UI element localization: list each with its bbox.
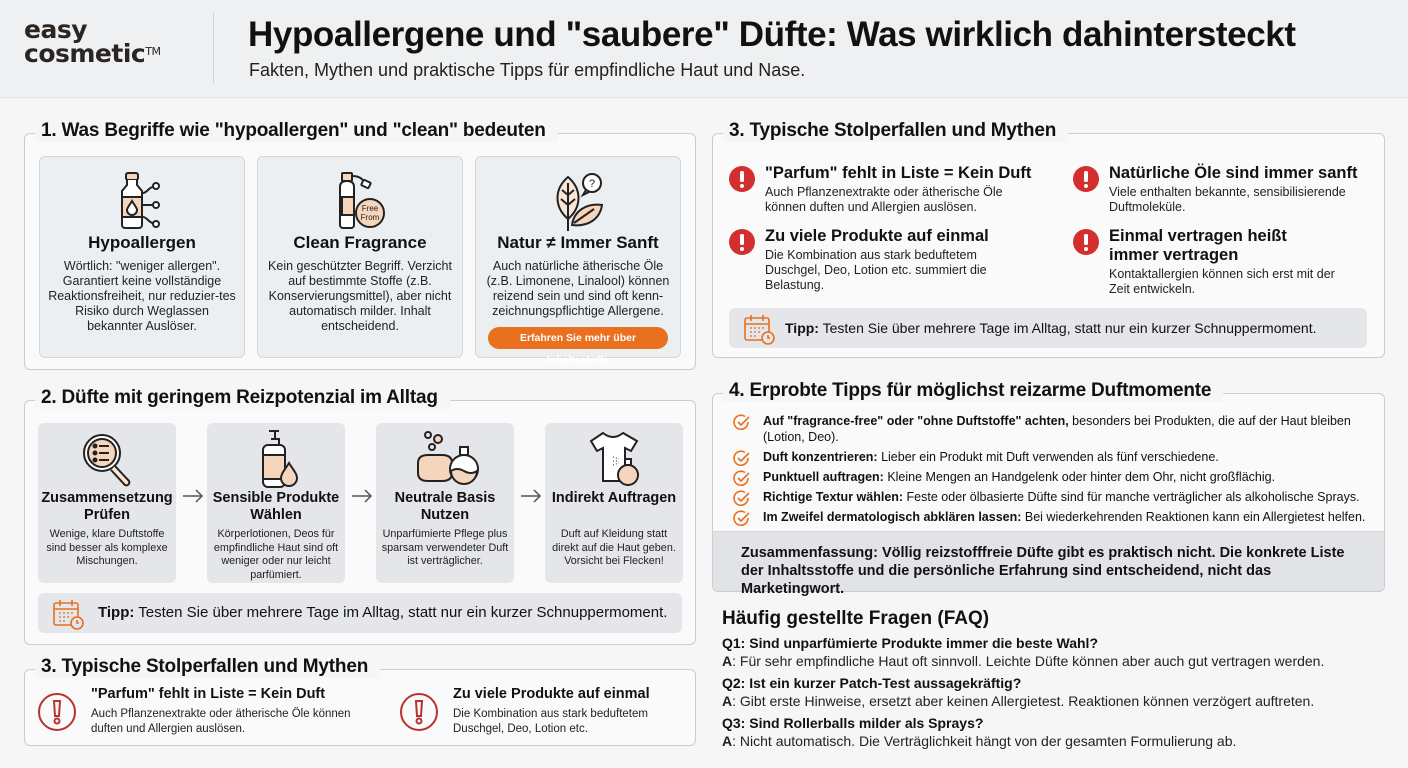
faq-answer	[722, 652, 1392, 670]
tip-text: Bei wiederkehrenden Reaktionen kann ein Allergietest helfen.	[1021, 509, 1366, 524]
section-title: 4. Erprobte Tipps für möglichst reizarme Duftmomente	[723, 380, 1223, 402]
step-check-composition	[38, 423, 176, 583]
warning-outline-icon	[399, 692, 439, 732]
tip-text	[98, 604, 667, 621]
myth-text: Viele enthalten bekannte, sensibilisierende Duftmoleküle.	[1109, 185, 1346, 214]
answer-text: : Für sehr empfindliche Haut oft sinnvoll. Leichte Düfte können aber auch gut vertragen werden.	[732, 653, 1325, 669]
myth-title: Zu viele Produkte auf einmal	[453, 686, 650, 702]
step-title: Neutrale Basis Nutzen	[394, 490, 496, 523]
tip-item	[733, 450, 1370, 466]
svg-text:Free: Free	[361, 204, 379, 213]
trademark-symbol: TM	[145, 45, 161, 58]
faq-question: Q2: Ist ein kurzer Patch-Test aussagekräftig?	[722, 675, 1022, 691]
card-hypoallergen	[39, 156, 245, 358]
check-circle-icon	[733, 470, 751, 488]
page-header	[0, 0, 1408, 98]
tip-item	[733, 490, 1370, 506]
myth-title: Zu viele Produkte auf einmal	[765, 227, 989, 245]
step-neutral-base	[376, 423, 514, 583]
step-text: Duft auf Kleidung statt direkt auf die Haut geben. Vorsicht bei Flecken!	[552, 528, 676, 567]
faq-question: Q1: Sind unparfümierte Produkte immer die beste Wahl?	[722, 635, 1098, 651]
arrow-right-icon	[520, 489, 542, 503]
spray-free-from-icon	[328, 169, 392, 233]
card-text: Auch natürliche ätherische Öle (z.B. Limonene, Linalool) können reizend sein und sind oft kenn-zeichnungspflichtige Allergene.	[486, 259, 670, 318]
tip-bold: Punktuell auftragen:	[763, 469, 884, 484]
leaf-question-icon	[546, 169, 610, 233]
step-text: Körperlotionen, Deos für empfindliche Haut sind oft weniger oder nur leicht parfümiert.	[213, 528, 339, 581]
svg-text:?: ?	[588, 178, 596, 190]
step-title: Sensible Produkte Wählen	[212, 490, 340, 523]
header-divider	[213, 12, 214, 84]
faq-section	[722, 608, 1392, 754]
soap-perfume-icon	[414, 429, 476, 489]
tip-item	[733, 510, 1370, 526]
tip-text: Kleine Mengen an Handgelenk oder hinter dem Ohr, nicht großflächig.	[883, 469, 1276, 484]
arrow-right-icon	[182, 489, 204, 503]
faq-answer	[722, 732, 1392, 750]
pump-bottle-drop-icon	[245, 429, 307, 489]
calendar-clock-icon	[743, 313, 775, 345]
check-circle-icon	[733, 510, 751, 528]
summary-box: Zusammenfassung: Völlig reizstofffreie Düfte gibt es praktisch nicht. Die konkrete Liste der Inhaltsstoffe und die persönliche Erfahrung sind entscheidend, nicht das Marketingwort.	[713, 531, 1384, 591]
page-subtitle: Fakten, Mythen und praktische Tipps für empfindliche Haut und Nase.	[249, 60, 806, 80]
card-title: Clean Fragrance	[293, 233, 427, 252]
tip-label: Tipp:	[98, 604, 135, 621]
warning-filled-icon	[729, 229, 755, 255]
warning-outline-icon	[37, 692, 77, 732]
myth-text: Die Kombination aus stark beduftetem Duschgel, Deo, Lotion etc.	[453, 708, 648, 735]
section-title: 1. Was Begriffe wie "hypoallergen" und "clean" bedeuten	[35, 120, 558, 142]
tip-body: Testen Sie über mehrere Tage im Alltag, statt nur ein kurzer Schnuppermoment.	[818, 320, 1317, 336]
myth-text: Auch Pflanzenextrakte oder ätherische Öle können duften und Allergien auslösen.	[91, 708, 351, 735]
section-terms	[24, 120, 696, 370]
tip-text: Lieber ein Produkt mit Duft verwenden als fünf verschiedene.	[877, 449, 1219, 464]
answer-text: : Nicht automatisch. Die Verträglichkeit hängt von der gesamten Formulierung ab.	[732, 733, 1237, 749]
bottle-network-icon	[110, 169, 174, 233]
tip-bold: Auf "fragrance-free" oder "ohne Duftstoffe" achten,	[763, 414, 1069, 428]
check-circle-icon	[733, 450, 751, 468]
tip-bar	[729, 308, 1367, 348]
tip-bold: Im Zweifel dermatologisch abklären lassen:	[763, 509, 1022, 524]
myth-text: Kontaktallergien können sich erst mit der Zeit entwickeln.	[1109, 267, 1335, 296]
step-choose-sensitive-products	[207, 423, 345, 583]
learn-more-ingredients-button[interactable]: Erfahren Sie mehr über Inhaltsstoffe	[488, 327, 668, 349]
card-clean-fragrance	[257, 156, 463, 358]
step-text: Wenige, klare Duftstoffe sind besser als komplexe Mischungen.	[46, 528, 168, 567]
card-text: Kein geschützter Begriff. Verzicht auf bestimmte Stoffe (z.B. Konservierungsmittel), aber nicht automatisch milder. Inhalt entscheidend.	[268, 259, 452, 333]
faq-answer	[722, 692, 1392, 710]
section-pitfalls-compact	[24, 656, 696, 746]
page-title: Hypoallergene und "saubere" Düfte: Was wirklich dahintersteckt	[248, 15, 1296, 54]
section-title: 3. Typische Stolperfallen und Mythen	[35, 656, 380, 678]
myth-title: Natürliche Öle sind immer sanft	[1109, 164, 1358, 182]
step-apply-indirectly	[545, 423, 683, 583]
arrow-right-icon	[351, 489, 373, 503]
faq-question: Q3: Sind Rollerballs milder als Sprays?	[722, 715, 984, 731]
tip-label: Tipp:	[785, 320, 819, 336]
myth-text: Auch Pflanzenextrakte oder ätherische Öle können duften und Allergien auslösen.	[765, 185, 1003, 214]
section-proven-tips	[712, 380, 1385, 597]
section-low-irritation	[24, 387, 696, 645]
answer-prefix: A	[722, 693, 733, 709]
answer-prefix: A	[722, 733, 733, 749]
section-pitfalls	[712, 120, 1385, 358]
tip-body: Testen Sie über mehrere Tage im Alltag, statt nur ein kurzer Schnuppermoment.	[134, 604, 668, 621]
tip-bold: Duft konzentrieren:	[763, 449, 878, 464]
card-title: Hypoallergen	[88, 233, 196, 252]
magnifier-list-icon	[76, 429, 138, 489]
card-natur-nicht-sanft	[475, 156, 681, 366]
myth-title: Einmal vertragen heißt immer vertragen	[1109, 227, 1287, 264]
warning-filled-icon	[729, 166, 755, 192]
tip-bar	[38, 593, 682, 633]
tips-list	[733, 414, 1370, 530]
logo-line-1: easy	[24, 15, 88, 44]
warning-filled-icon	[1073, 166, 1099, 192]
answer-prefix: A	[722, 653, 733, 669]
check-circle-icon	[733, 490, 751, 508]
tip-text	[785, 320, 1317, 336]
warning-filled-icon	[1073, 229, 1099, 255]
brand-logo	[24, 15, 161, 68]
step-text: Unparfümierte Pflege plus sparsam verwendeter Duft ist verträglicher.	[381, 528, 509, 567]
check-circle-icon	[733, 414, 751, 432]
calendar-clock-icon	[52, 598, 84, 630]
section-title: 2. Düfte mit geringem Reizpotenzial im Alltag	[35, 387, 450, 409]
tip-text: Feste oder ölbasierte Düfte sind für manche verträglicher als alkoholische Sprays.	[903, 489, 1360, 504]
tip-bold: Richtige Textur wählen:	[763, 489, 904, 504]
card-title: Natur ≠ Immer Sanft	[497, 233, 659, 252]
tip-item	[733, 470, 1370, 486]
faq-title: Häufig gestellte Fragen (FAQ)	[722, 608, 990, 629]
tip-item	[733, 414, 1370, 445]
answer-text: : Gibt erste Hinweise, ersetzt aber keinen Allergietest. Reaktionen können verzögert auftreten.	[732, 693, 1315, 709]
step-title: Zusammensetzung Prüfen	[41, 490, 173, 523]
section-title: 3. Typische Stolperfallen und Mythen	[723, 120, 1068, 142]
svg-text:From: From	[360, 213, 380, 222]
myth-text: Die Kombination aus stark beduftetem Duschgel, Deo, Lotion etc. summiert die Belastung.	[765, 248, 987, 292]
myth-title: "Parfum" fehlt in Liste = Kein Duft	[91, 686, 326, 702]
myth-title: "Parfum" fehlt in Liste = Kein Duft	[765, 164, 1032, 182]
card-text: Wörtlich: "weniger allergen". Garantiert keine vollständige Reaktionsfreiheit, nur reduzier-tes Risiko durch Weglassen bekannter Auslöser.	[48, 259, 236, 333]
shirt-spray-icon	[583, 429, 645, 489]
logo-line-2: cosmetic	[24, 39, 146, 68]
step-title: Indirekt Auftragen	[551, 490, 677, 506]
tip-text: besonders bei Produkten, die auf der Haut bleiben (Lotion, Deo).	[763, 414, 1351, 444]
